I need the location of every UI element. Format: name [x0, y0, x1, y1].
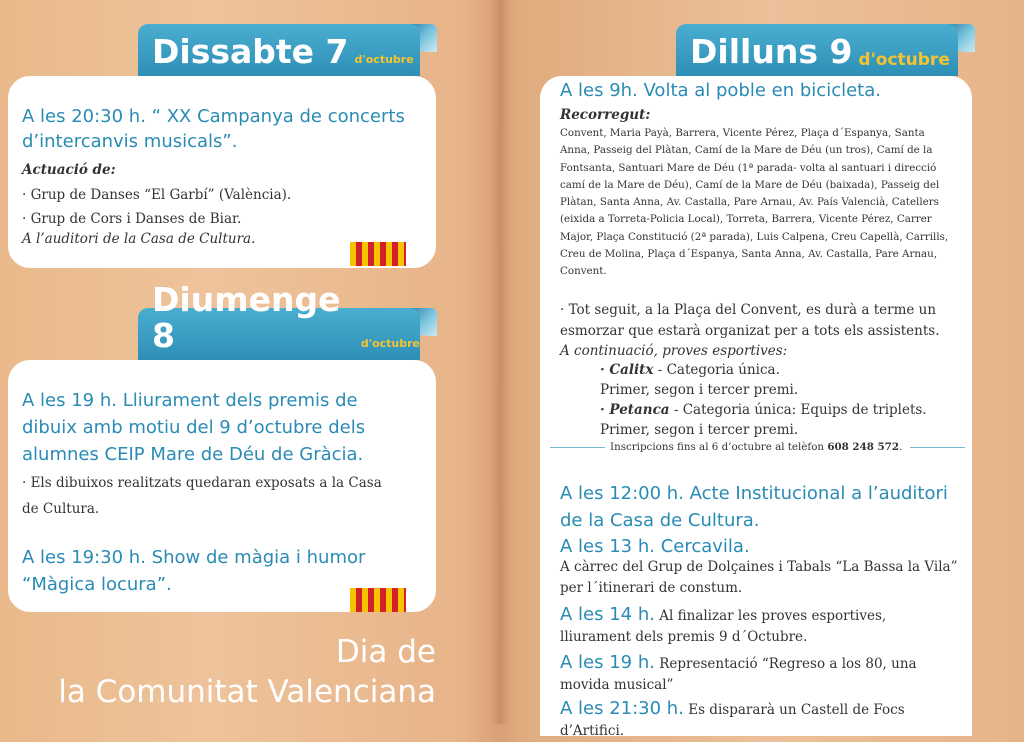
- event-note: · Els dibuixos realitzats quedaran exposats a la Casa de Cultura.: [22, 475, 382, 517]
- divider-line: [910, 447, 965, 448]
- recorregut-label: Recorregut:: [560, 107, 651, 123]
- month-label: d'octubre: [858, 50, 950, 70]
- divider-line: [550, 447, 605, 448]
- cercavila-text: A càrrec del Grup de Dolçaines i Tabals “La Bassa la Vila” per l´itinerari de constum.: [560, 559, 958, 596]
- day-tab-diumenge: [138, 280, 420, 360]
- breakfast-text: · Tot seguit, a la Plaça del Convent, es durà a terme un esmorzar que estarà organizat per a tots els assistents.: [560, 302, 940, 339]
- page-fold: [490, 0, 510, 724]
- phone-number: 608 248 572: [827, 441, 899, 453]
- day-title: Diumenge 8: [152, 280, 341, 355]
- event-text: Al finalizar les proves esportives, lliurament dels premis 9 d´Octubre.: [560, 608, 887, 645]
- petanca-prize: Primer, segon i tercer premi.: [600, 422, 799, 438]
- event-time: A les 21:30 h.: [560, 698, 684, 719]
- event-heading: A les 12:00 h. Acte Institucional a l’auditori de la Casa de Cultura.: [560, 483, 948, 531]
- actuacio-label: Actuació de:: [22, 162, 116, 178]
- day-title: Dissabte 7: [152, 32, 349, 71]
- event-19h: [560, 650, 960, 696]
- petanca-name: · Petanca: [600, 402, 670, 418]
- day-tab-dissabte: [138, 24, 420, 76]
- senyera-flag-icon: [350, 242, 406, 266]
- calitx-prize: Primer, segon i tercer premi.: [600, 382, 799, 398]
- month-label: d'octubre: [360, 337, 420, 350]
- day-tab-dilluns: [676, 24, 958, 76]
- inscripcions-text: Inscripcions fins al 6 d’octubre al telèfon 608 248 572.: [610, 441, 903, 453]
- event-heading: A les 19:30 h. Show de màgia i humor “Màgica locura”.: [22, 547, 366, 595]
- event-heading: A les 20:30 h. “ XX Campanya de concerts d’intercanvis musicals”.: [22, 106, 405, 152]
- event-card-dilluns: [540, 76, 972, 739]
- calitx-desc: - Categoria única.: [653, 362, 780, 378]
- event-card-diumenge: [8, 360, 436, 612]
- event-time: A les 14 h.: [560, 604, 655, 625]
- title-line: la Comunitat Valenciana: [58, 674, 436, 710]
- performer-item: · Grup de Danses “El Garbí” (València).: [22, 187, 292, 203]
- performer-item: · Grup de Cors i Danses de Biar.: [22, 211, 242, 227]
- continuacio-text: A continuació, proves esportives:: [560, 343, 788, 359]
- event-text: Representació “Regreso a los 80, una movida musical”: [560, 656, 917, 693]
- event-time: A les 19 h.: [560, 652, 655, 673]
- day-title: Dilluns 9: [690, 32, 853, 71]
- event-card-dissabte: [8, 76, 436, 268]
- calitx-line: [600, 360, 780, 381]
- calitx-name: · Calitx: [600, 362, 654, 378]
- inscripcions-label: Inscripcions fins al 6 d’octubre al telèfon: [610, 441, 825, 453]
- route-text: Convent, Maria Payà, Barrera, Vicente Pérez, Plaça d´Espanya, Santa Anna, Passeig del Plàtan, Camí de la Mare de Déu (un tros), Camí de la Fontsanta, Santuari Mare de Déu (1ª parada- volta al santuari i direcció camí de la Mare de Déu), Camí de la Mare de Déu (baixada), Passeig del Plàtan, Santa Anna, Av. Castalla, Pare Arnau, Av. País Valencià, Catellers (eixida a Torreta-Policia Local), Torreta, Barrera, Vicente Pérez, Carrer Major, Plaça Constitució (2ª parada), Luis Calpena, Creu Capellà, Carrills, Creu de Molina, Plaça d´Espanya, Santa Anna, Av. Castalla, Pare Arnau, Convent.: [560, 127, 949, 278]
- event-heading: A les 13 h. Cercavila.: [560, 536, 750, 557]
- petanca-line: [600, 400, 927, 421]
- event-2130h: [560, 696, 960, 742]
- venue-text: A l’auditori de la Casa de Cultura.: [22, 231, 256, 247]
- event-14h: [560, 602, 960, 648]
- title-line: Dia de: [335, 634, 436, 670]
- event-heading: A les 19 h. Lliurament dels premis de dibuix amb motiu del 9 d’octubre dels alumnes CEIP Mare de Déu de Gràcia.: [22, 390, 366, 465]
- month-label: d'octubre: [354, 53, 414, 66]
- petanca-desc: - Categoria única: Equips de triplets.: [669, 402, 927, 418]
- event-text: Es dispararà un Castell de Focs d’Artifici.: [560, 702, 905, 739]
- dia-comunitat-title: [16, 632, 436, 712]
- senyera-flag-icon: [350, 588, 406, 612]
- event-heading: A les 9h. Volta al poble en bicicleta.: [560, 80, 881, 101]
